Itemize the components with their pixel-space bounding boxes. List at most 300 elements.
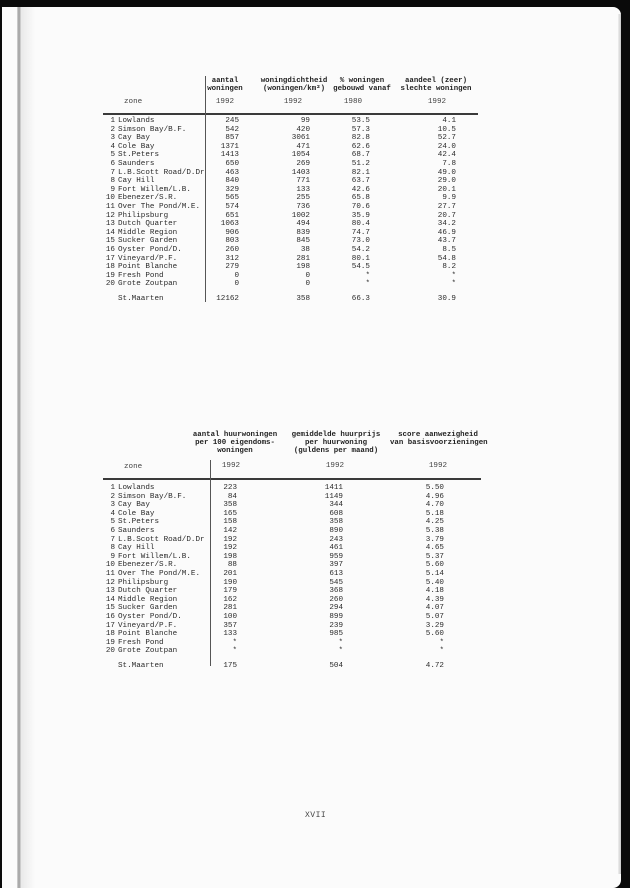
table-row	[105, 510, 585, 519]
row-number: 19	[105, 271, 115, 280]
cell-value: 545	[329, 578, 343, 587]
total-value: 66.3	[351, 295, 370, 303]
table-row	[105, 570, 585, 579]
header-line: (woningen/km²)	[262, 85, 326, 93]
year-label: 1992	[221, 462, 241, 470]
zone-name: Middle Region	[118, 228, 178, 237]
table-row	[105, 255, 585, 264]
cell-value: 162	[223, 595, 237, 604]
table-row	[105, 596, 585, 605]
cell-value: 839	[296, 228, 310, 237]
table-row	[105, 203, 585, 212]
cell-value: 38	[300, 246, 310, 254]
cell-value: 463	[225, 168, 239, 177]
zone-name: Philipsburg	[118, 578, 169, 587]
zone-label: zone	[124, 463, 143, 471]
cell-value: 3.29	[425, 621, 444, 630]
cell-value: 1413	[220, 151, 239, 160]
zone-name: Over The Pond/M.E.	[118, 203, 201, 211]
cell-value: 5.18	[425, 509, 444, 518]
cell-value: 771	[296, 177, 310, 186]
year-label: 1992	[428, 462, 448, 470]
cell-value: 1371	[220, 142, 239, 151]
cell-value: 27.7	[437, 203, 456, 211]
zone-name: Middle Region	[118, 595, 178, 604]
cell-value: *	[338, 638, 343, 647]
cell-value: 329	[225, 185, 239, 194]
table-row	[105, 587, 585, 596]
cell-value: 5.60	[425, 561, 444, 570]
cell-value: 5.60	[425, 630, 444, 639]
cell-value: 57.3	[351, 125, 370, 134]
zone-name: St.Peters	[118, 151, 160, 160]
cell-value: 24.0	[437, 142, 456, 151]
row-number: 9	[110, 185, 115, 194]
zone-name: Cay Bay	[118, 134, 150, 143]
cell-value: 1149	[324, 492, 343, 501]
table-row	[105, 126, 585, 135]
cell-value: 133	[223, 630, 237, 639]
row-number: 16	[105, 246, 115, 254]
cell-value: 651	[225, 211, 239, 220]
spine-shadow	[21, 7, 35, 888]
cell-value: 5.38	[425, 527, 444, 535]
cell-value: 845	[296, 237, 310, 246]
cell-value: 471	[296, 142, 310, 151]
cell-value: 281	[296, 254, 310, 263]
cell-value: 613	[329, 570, 343, 578]
total-label: St.Maarten	[118, 662, 164, 670]
cell-value: 260	[329, 595, 343, 604]
cell-value: 5.07	[425, 613, 444, 621]
cell-value: 358	[329, 518, 343, 527]
row-number: 11	[105, 203, 115, 211]
cell-value: 4.65	[425, 544, 444, 553]
zone-name: Over The Pond/M.E.	[118, 570, 201, 578]
row-number: 1	[110, 117, 115, 125]
cell-value: 736	[296, 203, 310, 211]
cell-value: 281	[223, 604, 237, 613]
zone-name: Saunders	[118, 160, 155, 168]
cell-value: 358	[223, 501, 237, 510]
cell-value: 608	[329, 509, 343, 518]
cell-value: 65.8	[351, 194, 370, 203]
row-number: 14	[105, 595, 115, 604]
page-edge	[618, 14, 621, 874]
row-number: 6	[110, 527, 115, 535]
table-row	[105, 579, 585, 588]
cell-value: 223	[223, 484, 237, 492]
cell-value: *	[365, 280, 370, 289]
cell-value: 420	[296, 125, 310, 134]
col-header-aantal-woningen	[200, 77, 250, 93]
header-line: van basisvoorzieningen	[390, 439, 488, 447]
header-line: aandeel (zeer)	[404, 77, 468, 85]
cell-value: 1063	[220, 220, 239, 229]
cell-value: 4.25	[425, 518, 444, 527]
cell-value: 53.5	[351, 117, 370, 125]
cell-value: 34.2	[437, 220, 456, 229]
row-number: 7	[110, 535, 115, 544]
cell-value: 158	[223, 518, 237, 527]
table-row	[105, 134, 585, 143]
table-row	[105, 220, 585, 229]
year-label: 1992	[325, 462, 345, 470]
header-line: gebouwd vanaf	[333, 85, 391, 93]
cell-value: 890	[329, 527, 343, 535]
cell-value: 494	[296, 220, 310, 229]
cell-value: 255	[296, 194, 310, 203]
header-line: score aanwezigheid	[398, 431, 478, 439]
cell-value: 542	[225, 125, 239, 134]
cell-value: 1002	[291, 211, 310, 220]
table-row	[105, 613, 585, 622]
cell-value: 54.5	[351, 263, 370, 272]
total-row	[105, 295, 585, 304]
row-number: 5	[110, 151, 115, 160]
zone-name: Vineyard/P.F.	[118, 254, 178, 263]
zone-name: Simson Bay/B.F.	[118, 125, 187, 134]
cell-value: 49.0	[437, 168, 456, 177]
table-row	[105, 493, 585, 502]
table-row	[105, 536, 585, 545]
row-number: 15	[105, 237, 115, 246]
table-row	[105, 229, 585, 238]
table-row	[105, 212, 585, 221]
cell-value: 4.1	[442, 117, 456, 125]
cell-value: 43.7	[437, 237, 456, 246]
table-row	[105, 246, 585, 255]
cell-value: 198	[223, 552, 237, 561]
cell-value: 190	[223, 578, 237, 587]
cell-value: *	[232, 647, 237, 656]
row-number: 18	[105, 263, 115, 272]
total-value: 358	[296, 295, 310, 303]
cell-value: 803	[225, 237, 239, 246]
cell-value: 1054	[291, 151, 310, 160]
cell-value: 574	[225, 203, 239, 211]
col-header-pct-woningen	[330, 77, 394, 93]
row-number: 3	[110, 501, 115, 510]
total-value: 4.72	[425, 662, 444, 670]
table-row	[105, 647, 585, 656]
zone-name: Grote Zoutpan	[118, 280, 178, 289]
row-number: 13	[105, 220, 115, 229]
cell-value: 4.07	[425, 604, 444, 613]
cell-value: 1411	[324, 484, 343, 492]
table-row	[105, 272, 585, 281]
header-line: (guldens per maand)	[293, 447, 379, 455]
row-number: 10	[105, 194, 115, 203]
zone-label: zone	[124, 98, 143, 106]
cell-value: 4.39	[425, 595, 444, 604]
cell-value: 3.79	[425, 535, 444, 544]
row-number: 4	[110, 509, 115, 518]
cell-value: 42.4	[437, 151, 456, 160]
cell-value: 565	[225, 194, 239, 203]
row-number: 20	[105, 280, 115, 289]
zone-name: Grote Zoutpan	[118, 647, 178, 656]
header-line: aantal	[211, 77, 239, 85]
page-number: XVII	[305, 811, 327, 820]
cell-value: 68.7	[351, 151, 370, 160]
table-row	[105, 604, 585, 613]
row-number: 6	[110, 160, 115, 168]
row-number: 9	[110, 552, 115, 561]
cell-value: 80.1	[351, 254, 370, 263]
row-number: 18	[105, 630, 115, 639]
total-value: 175	[223, 662, 237, 670]
table-row	[105, 622, 585, 631]
zone-name: Fresh Pond	[118, 638, 164, 647]
cell-value: 279	[225, 263, 239, 272]
cell-value: 20.1	[437, 185, 456, 194]
cell-value: 51.2	[351, 160, 370, 168]
header-rule	[103, 113, 478, 115]
cell-value: *	[439, 647, 444, 656]
cell-value: 29.0	[437, 177, 456, 186]
cell-value: 63.7	[351, 177, 370, 186]
zone-name: Saunders	[118, 527, 155, 535]
year-label: 1992	[427, 98, 447, 106]
cell-value: 74.7	[351, 228, 370, 237]
cell-value: *	[451, 280, 456, 289]
cell-value: 857	[225, 134, 239, 143]
header-line: woningdichtheid	[260, 77, 328, 85]
col-header-score-basisvoorzieningen	[390, 431, 486, 447]
table-row	[105, 186, 585, 195]
header-line: per huurwoning	[304, 439, 368, 447]
table-row	[105, 561, 585, 570]
row-number: 12	[105, 211, 115, 220]
table-row	[105, 194, 585, 203]
cell-value: 840	[225, 177, 239, 186]
zone-name: Dutch Quarter	[118, 587, 178, 596]
zone-name: Vineyard/P.F.	[118, 621, 178, 630]
table-row	[105, 501, 585, 510]
zone-name: Cole Bay	[118, 142, 155, 151]
zone-name: Ebenezer/S.R.	[118, 194, 178, 203]
row-number: 2	[110, 125, 115, 134]
cell-value: 269	[296, 160, 310, 168]
table-row	[105, 484, 585, 493]
cell-value: 3061	[291, 134, 310, 143]
row-number: 5	[110, 518, 115, 527]
row-number: 17	[105, 254, 115, 263]
row-number: 10	[105, 561, 115, 570]
header-line: % woningen	[339, 77, 385, 85]
table-row	[105, 630, 585, 639]
zone-name: Lowlands	[118, 484, 155, 492]
cell-value: 357	[223, 621, 237, 630]
table-row	[105, 639, 585, 648]
cell-value: *	[365, 271, 370, 280]
table-row	[105, 160, 585, 169]
zone-name: Point Blanche	[118, 630, 178, 639]
table-row	[105, 280, 585, 289]
cell-value: *	[439, 638, 444, 647]
cell-value: 82.8	[351, 134, 370, 143]
cell-value: 100	[223, 613, 237, 621]
row-number: 16	[105, 613, 115, 621]
zone-name: Lowlands	[118, 117, 155, 125]
cell-value: 192	[223, 535, 237, 544]
table-row	[105, 263, 585, 272]
zone-name: Sucker Garden	[118, 237, 178, 246]
cell-value: 368	[329, 587, 343, 596]
cell-value: 5.14	[425, 570, 444, 578]
table-row	[105, 237, 585, 246]
cell-value: 84	[227, 492, 237, 501]
row-number: 11	[105, 570, 115, 578]
total-value: 504	[329, 662, 343, 670]
cell-value: 312	[225, 254, 239, 263]
cell-value: 245	[225, 117, 239, 125]
cell-value: 88	[227, 561, 237, 570]
row-number: 12	[105, 578, 115, 587]
cell-value: 52.7	[437, 134, 456, 143]
cell-value: 201	[223, 570, 237, 578]
zone-name: Point Blanche	[118, 263, 178, 272]
zone-name: Simson Bay/B.F.	[118, 492, 187, 501]
table-row	[105, 177, 585, 186]
header-line: per 100 eigendoms-	[195, 439, 275, 447]
zone-name: Cole Bay	[118, 509, 155, 518]
cell-value: 959	[329, 552, 343, 561]
year-label: 1992	[283, 98, 303, 106]
row-number: 14	[105, 228, 115, 237]
cell-value: 80.4	[351, 220, 370, 229]
cell-value: 239	[329, 621, 343, 630]
zone-name: Oyster Pond/D.	[118, 613, 182, 621]
zone-name: L.B.Scott Road/D.Dr	[118, 535, 205, 544]
cell-value: 5.37	[425, 552, 444, 561]
cell-value: 4.96	[425, 492, 444, 501]
cell-value: 0	[305, 271, 310, 280]
cell-value: 4.70	[425, 501, 444, 510]
cell-value: 165	[223, 509, 237, 518]
col-header-woningdichtheid	[256, 77, 332, 93]
zone-name: Cay Bay	[118, 501, 150, 510]
zone-name: Fort Willem/L.B.	[118, 552, 191, 561]
total-value: 12162	[216, 295, 239, 303]
row-number: 2	[110, 492, 115, 501]
table-row	[105, 518, 585, 527]
cell-value: 54.2	[351, 246, 370, 254]
row-number: 8	[110, 544, 115, 553]
cell-value: 70.6	[351, 203, 370, 211]
header-line: woningen	[207, 85, 243, 93]
total-value: 30.9	[437, 295, 456, 303]
table-row	[105, 117, 585, 126]
cell-value: 8.5	[442, 246, 456, 254]
row-number: 3	[110, 134, 115, 143]
table-row	[105, 544, 585, 553]
cell-value: 62.6	[351, 142, 370, 151]
col-header-huurwoningen	[190, 431, 280, 455]
table-row	[105, 527, 585, 536]
year-label: 1980	[343, 98, 363, 106]
zone-name: Ebenezer/S.R.	[118, 561, 178, 570]
cell-value: 35.9	[351, 211, 370, 220]
zone-name: St.Peters	[118, 518, 160, 527]
cell-value: 985	[329, 630, 343, 639]
cell-value: 46.9	[437, 228, 456, 237]
total-label: St.Maarten	[118, 295, 164, 303]
table-row	[105, 151, 585, 160]
zone-name: Fort Willem/L.B.	[118, 185, 191, 194]
row-number: 13	[105, 587, 115, 596]
table-row	[105, 169, 585, 178]
row-number: 19	[105, 638, 115, 647]
header-line: woningen	[217, 447, 253, 455]
year-label: 1992	[215, 98, 235, 106]
row-number: 20	[105, 647, 115, 656]
cell-value: 192	[223, 544, 237, 553]
cell-value: 5.40	[425, 578, 444, 587]
cell-value: 54.8	[437, 254, 456, 263]
cell-value: 20.7	[437, 211, 456, 220]
cell-value: *	[232, 638, 237, 647]
cell-value: 294	[329, 604, 343, 613]
cell-value: *	[338, 647, 343, 656]
row-number: 1	[110, 484, 115, 492]
row-number: 8	[110, 177, 115, 186]
header-line: slechte woningen	[400, 85, 472, 93]
row-number: 15	[105, 604, 115, 613]
cell-value: *	[451, 271, 456, 280]
table-row	[105, 143, 585, 152]
zone-name: Cay Hill	[118, 177, 155, 186]
total-row	[105, 662, 585, 671]
cell-value: 9.9	[442, 194, 456, 203]
row-number: 17	[105, 621, 115, 630]
col-header-huurprijs	[290, 431, 382, 455]
table-row	[105, 553, 585, 562]
zone-name: Dutch Quarter	[118, 220, 178, 229]
zone-name: Fresh Pond	[118, 271, 164, 280]
cell-value: 133	[296, 185, 310, 194]
col-header-aandeel-slechte	[395, 77, 477, 93]
cell-value: 198	[296, 263, 310, 272]
cell-value: 10.5	[437, 125, 456, 134]
cell-value: 99	[300, 117, 310, 125]
row-number: 4	[110, 142, 115, 151]
zone-name: Philipsburg	[118, 211, 169, 220]
zone-name: Cay Hill	[118, 544, 155, 553]
row-number: 7	[110, 168, 115, 177]
cell-value: 0	[234, 280, 239, 289]
header-line: aantal huurwoningen	[192, 431, 278, 439]
cell-value: 4.18	[425, 587, 444, 596]
cell-value: 1403	[291, 168, 310, 177]
zone-name: Sucker Garden	[118, 604, 178, 613]
cell-value: 7.8	[442, 160, 456, 168]
zone-name: L.B.Scott Road/D.Dr	[118, 168, 205, 177]
cell-value: 179	[223, 587, 237, 596]
cell-value: 906	[225, 228, 239, 237]
cell-value: 397	[329, 561, 343, 570]
cell-value: 461	[329, 544, 343, 553]
cell-value: 0	[305, 280, 310, 289]
cell-value: 42.6	[351, 185, 370, 194]
header-rule	[103, 478, 481, 480]
cell-value: 82.1	[351, 168, 370, 177]
cell-value: 8.2	[442, 263, 456, 272]
cell-value: 650	[225, 160, 239, 168]
cell-value: 243	[329, 535, 343, 544]
cell-value: 260	[225, 246, 239, 254]
